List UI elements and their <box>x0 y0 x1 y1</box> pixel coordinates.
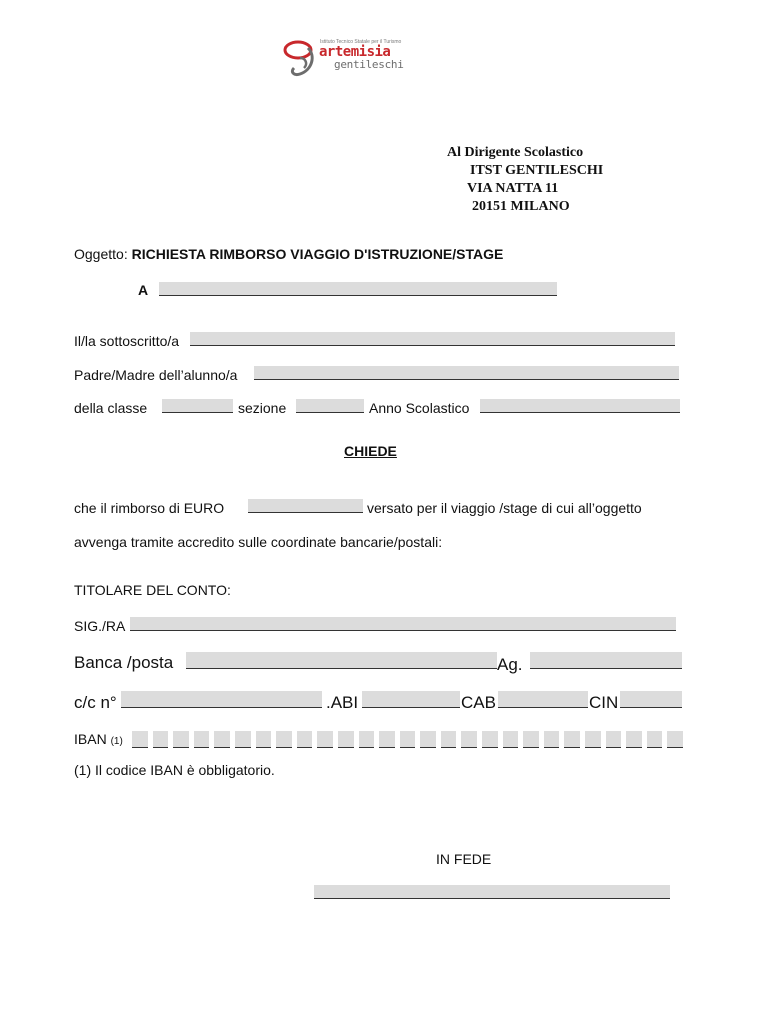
anno-field[interactable] <box>480 399 680 413</box>
accredito-text: avvenga tramite accredito sulle coordinate bancarie/postali: <box>74 534 443 550</box>
iban-char-box[interactable] <box>235 731 251 748</box>
classe-field[interactable] <box>162 399 233 413</box>
sottoscritto-label: Il/la sottoscritto/a <box>74 333 180 349</box>
iban-char-box[interactable] <box>503 731 519 748</box>
iban-char-box[interactable] <box>544 731 560 748</box>
iban-label-group <box>74 731 123 747</box>
recipient-line3: VIA NATTA 11 <box>467 181 559 196</box>
abi-label: .ABI <box>326 693 359 712</box>
titolare-label: TITOLARE DEL CONTO: <box>74 582 231 598</box>
rimborso-prefix: che il rimborso di EURO <box>74 500 225 516</box>
iban-char-box[interactable] <box>153 731 169 748</box>
recipient-line1: Al Dirigente Scolastico <box>447 145 584 160</box>
subject-label: Oggetto: <box>74 246 128 262</box>
iban-char-box[interactable] <box>626 731 642 748</box>
sig-label: SIG./RA <box>74 618 126 634</box>
iban-char-box[interactable] <box>132 731 148 748</box>
school-logo <box>278 36 418 82</box>
iban-char-box[interactable] <box>482 731 498 748</box>
signature-field[interactable] <box>314 885 670 899</box>
anno-label: Anno Scolastico <box>369 400 470 416</box>
banca-label: Banca /posta <box>74 653 174 672</box>
iban-char-box[interactable] <box>606 731 622 748</box>
logo-tagline: Istituto Tecnico Statale per il Turismo <box>320 39 402 45</box>
banca-field[interactable] <box>186 652 497 669</box>
iban-char-box[interactable] <box>647 731 663 748</box>
iban-char-box[interactable] <box>317 731 333 748</box>
alunno-field[interactable] <box>254 366 679 380</box>
subject-text: RICHIESTA RIMBORSO VIAGGIO D'ISTRUZIONE/STAGE <box>131 246 504 262</box>
sig-field[interactable] <box>130 617 676 631</box>
logo-name-line2: gentileschi <box>334 58 404 71</box>
ag-label: Ag. <box>497 655 523 674</box>
iban-char-box[interactable] <box>194 731 210 748</box>
classe-label: della classe <box>74 400 148 416</box>
iban-note-ref: (1) <box>110 736 123 747</box>
cin-field[interactable] <box>620 691 682 708</box>
iban-char-box[interactable] <box>214 731 230 748</box>
iban-char-box[interactable] <box>276 731 292 748</box>
cc-label: c/c n° <box>74 693 117 712</box>
iban-char-box[interactable] <box>461 731 477 748</box>
in-fede-label: IN FEDE <box>436 851 492 867</box>
iban-note: (1) Il codice IBAN è obbligatorio. <box>74 762 275 778</box>
iban-char-box[interactable] <box>173 731 189 748</box>
iban-char-box[interactable] <box>359 731 375 748</box>
cc-field[interactable] <box>121 691 322 708</box>
iban-char-box[interactable] <box>338 731 354 748</box>
agenzia-field[interactable] <box>530 652 682 669</box>
sezione-label: sezione <box>238 400 287 416</box>
iban-label: IBAN <box>74 731 107 747</box>
cab-label: CAB <box>461 693 496 712</box>
subject <box>74 246 503 262</box>
sottoscritto-field[interactable] <box>190 332 675 346</box>
iban-char-box[interactable] <box>564 731 580 748</box>
iban-char-box[interactable] <box>297 731 313 748</box>
destination-field[interactable] <box>159 282 557 296</box>
recipient-line4: 20151 MILANO <box>472 199 570 214</box>
iban-char-box[interactable] <box>585 731 601 748</box>
chiede-heading: CHIEDE <box>344 443 397 459</box>
logo-name-line1: artemisia <box>319 44 391 60</box>
euro-amount-field[interactable] <box>248 499 363 513</box>
recipient-line2: ITST GENTILESCHI <box>470 163 604 178</box>
cab-field[interactable] <box>498 691 588 708</box>
iban-char-box[interactable] <box>420 731 436 748</box>
iban-char-box[interactable] <box>667 731 683 748</box>
iban-char-box[interactable] <box>379 731 395 748</box>
abi-field[interactable] <box>362 691 460 708</box>
subject-a-label: A <box>138 282 149 298</box>
iban-char-box[interactable] <box>400 731 416 748</box>
rimborso-suffix: versato per il viaggio /stage di cui all’oggetto <box>367 500 642 516</box>
genitore-label: Padre/Madre dell’alunno/a <box>74 367 238 383</box>
sezione-field[interactable] <box>296 399 364 413</box>
iban-char-box[interactable] <box>441 731 457 748</box>
iban-char-box[interactable] <box>523 731 539 748</box>
cin-label: CIN <box>589 693 619 712</box>
iban-char-box[interactable] <box>256 731 272 748</box>
